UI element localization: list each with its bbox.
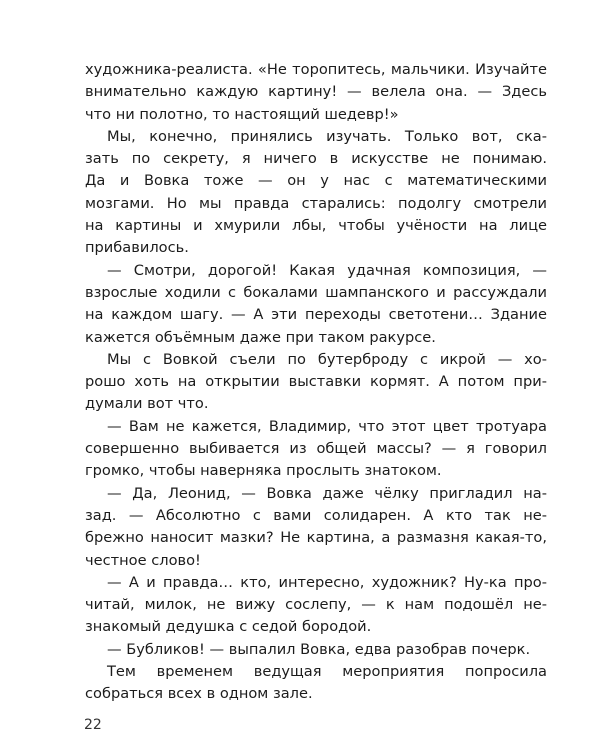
text-line: громко, чтобы наверняка прослыть знатоком. bbox=[85, 462, 442, 480]
text-line: на каждом шагу. — А эти переходы светотени… Здание bbox=[85, 306, 547, 324]
text-line: Мы, конечно, принялись изучать. Только вот, ска- bbox=[107, 127, 547, 145]
text-line: зать по секрету, я ничего в искусстве не понимаю. bbox=[85, 150, 547, 168]
text-line: Мы с Вовкой съели по бутерброду с икрой — хо- bbox=[107, 350, 547, 368]
text-line: читай, милок, не вижу сослепу, — к нам подошёл не- bbox=[85, 596, 547, 614]
text-line: мозгами. Но мы правда старались: подолгу смотрели bbox=[85, 194, 547, 212]
text-line: — Смотри, дорогой! Какая удачная композиция, — bbox=[107, 261, 547, 279]
text-line: брежно наносит мазки? Не картина, а размазня какая-то, bbox=[85, 529, 547, 547]
text-line: художника-реалиста. «Не торопитесь, мальчики. Изучайте bbox=[85, 61, 547, 78]
text-line: что ни полотно, то настоящий шедевр!» bbox=[85, 105, 399, 123]
text-line: Да и Вовка тоже — он у нас с математическими bbox=[85, 172, 547, 190]
text-line: зад. — Абсолютно с вами солидарен. А кто так не- bbox=[85, 506, 547, 524]
text-line: честное слово! bbox=[85, 551, 201, 569]
text-line: — Бубликов! — выпалил Вовка, едва разобрав почерк. bbox=[107, 640, 531, 658]
text-line: собраться всех в одном зале. bbox=[85, 685, 313, 703]
text-line: — Да, Леонид, — Вовка даже чёлку пригладил на- bbox=[107, 484, 547, 502]
text-line: взрослые ходили с бокалами шампанского и рассуждали bbox=[85, 283, 547, 301]
page-number: 22 bbox=[84, 717, 102, 733]
text-line: кажется объёмным даже при таком ракурсе. bbox=[85, 328, 436, 346]
text-line: прибавилось. bbox=[85, 239, 189, 257]
text-line: — Вам не кажется, Владимир, что этот цвет тротуара bbox=[107, 417, 547, 435]
text-line: совершенно выбивается из общей массы? — я говорил bbox=[85, 440, 547, 458]
body-text bbox=[85, 59, 547, 706]
text-line: на картины и хмурили лбы, чтобы учёности на лице bbox=[85, 217, 547, 235]
text-line: — А и правда… кто, интересно, художник? Ну-ка про- bbox=[107, 573, 547, 591]
text-line: внимательно каждую картину! — велела она. — Здесь bbox=[85, 83, 547, 101]
text-line: знакомый дедушка с седой бородой. bbox=[85, 618, 372, 636]
text-line: думали вот что. bbox=[85, 395, 209, 413]
text-line: Тем временем ведущая мероприятия попросила bbox=[107, 663, 547, 681]
text-line: рошо хоть на открытии выставки кормят. А потом при- bbox=[85, 373, 547, 391]
